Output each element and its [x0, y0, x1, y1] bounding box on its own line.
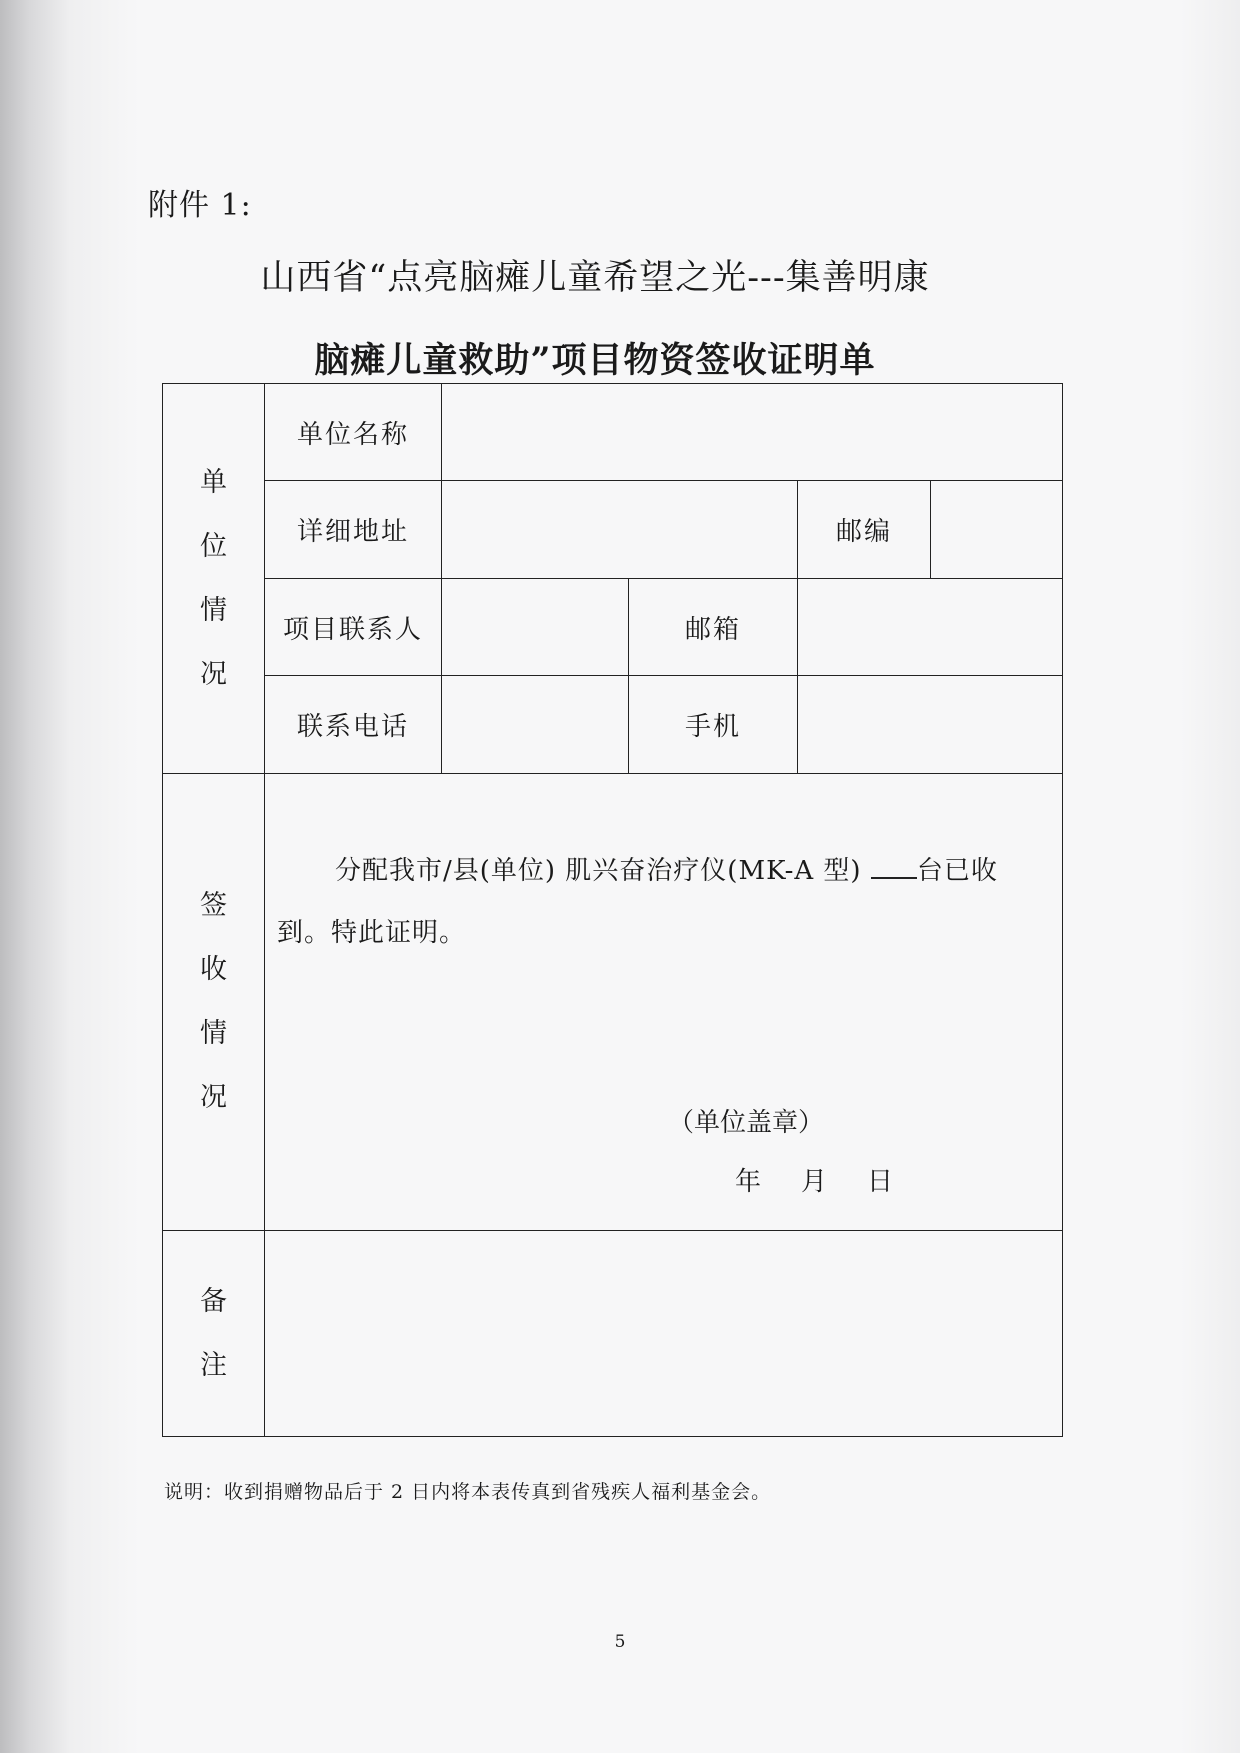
remarks-field[interactable]	[265, 1231, 1063, 1437]
title-line-1: 山西省“点亮脑瘫儿童希望之光---集善明康	[260, 258, 930, 298]
contact-person-label: 项目联系人	[265, 579, 442, 676]
mobile-field[interactable]	[798, 676, 1063, 774]
sign-date	[735, 1161, 893, 1198]
annex-label: 附件 1:	[148, 188, 252, 223]
footer-note: 说明：收到捐赠物品后于 2 日内将本表传真到省残疾人福利基金会。	[164, 1481, 772, 1503]
phone-label: 联系电话	[265, 676, 442, 774]
sign-confirmation-text: 分配我市/县(单位) 肌兴奋治疗仪(MK-A 型) 台已收到。特此证明。	[277, 840, 1050, 964]
address-field[interactable]	[442, 481, 798, 579]
contact-person-field[interactable]	[442, 579, 629, 676]
address-label: 详细地址	[265, 481, 442, 579]
unit-name-label: 单位名称	[265, 384, 442, 481]
postcode-label: 邮编	[798, 481, 931, 579]
unit-section-label: 单 位 情 况	[163, 384, 265, 774]
title-line-2: 脑瘫儿童救助”项目物资签收证明单	[314, 340, 876, 381]
quantity-blank[interactable]	[871, 851, 917, 879]
unit-stamp-label: （单位盖章）	[667, 1108, 824, 1138]
postcode-field[interactable]	[931, 481, 1063, 579]
remarks-section-label: 备 注	[163, 1231, 265, 1437]
unit-name-field[interactable]	[442, 384, 1063, 481]
email-field[interactable]	[798, 579, 1063, 676]
sign-section-label: 签 收 情 况	[163, 774, 265, 1231]
date-month: 月	[801, 1167, 828, 1197]
page-number: 5	[614, 1632, 626, 1652]
email-label: 邮箱	[629, 579, 798, 676]
date-year: 年	[735, 1167, 762, 1197]
date-day: 日	[867, 1167, 894, 1197]
sign-confirmation-cell	[265, 774, 1063, 1231]
mobile-label: 手机	[629, 676, 798, 774]
phone-field[interactable]	[442, 676, 629, 774]
receipt-form-table	[162, 383, 1063, 1437]
